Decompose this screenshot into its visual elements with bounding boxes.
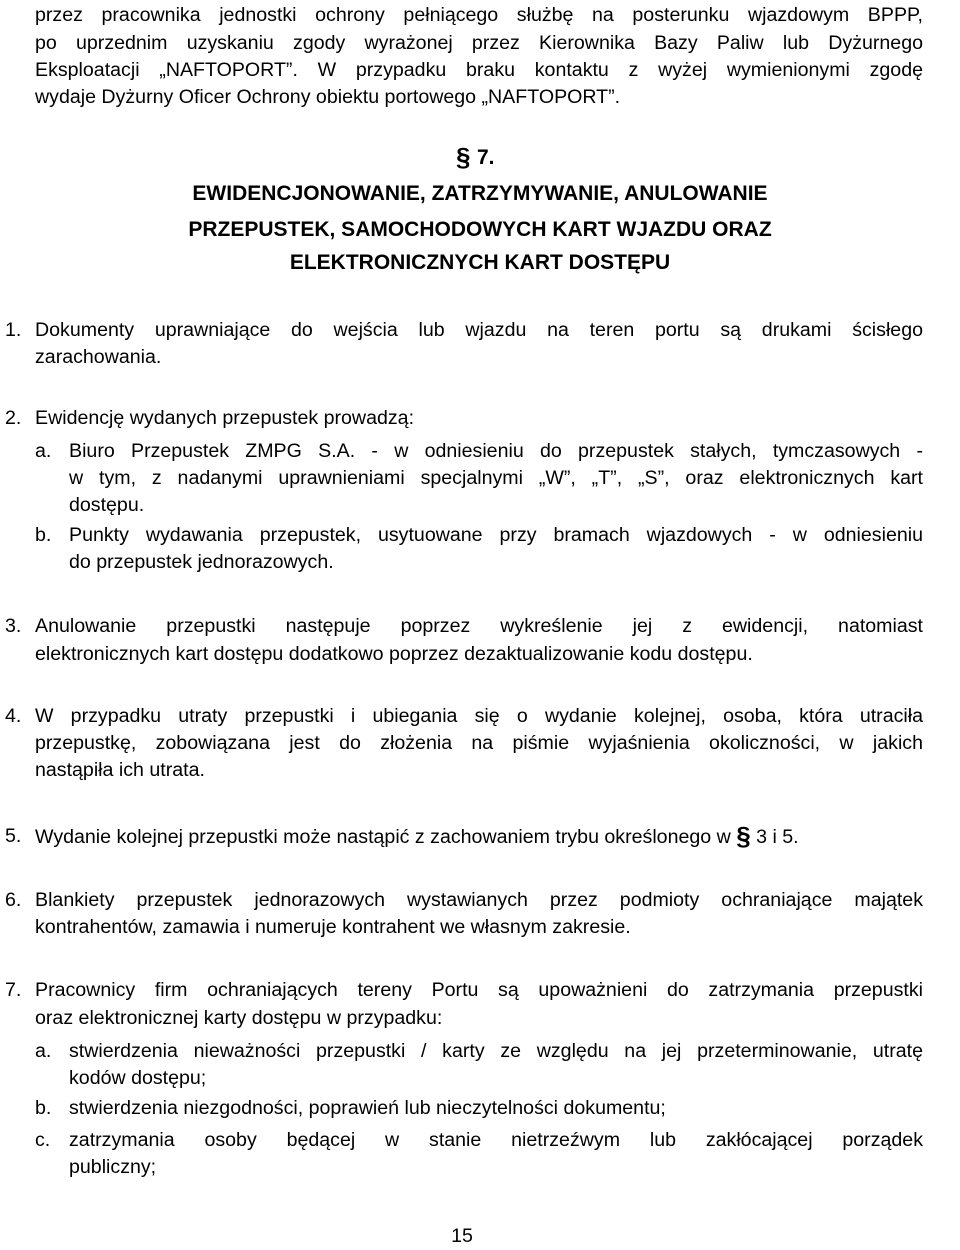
item-7a-marker: a. — [35, 1040, 52, 1062]
item-4-number: 4. — [5, 705, 22, 727]
item-3-number: 3. — [5, 615, 22, 637]
item-7-line-1: Pracownicy firm ochraniających tereny Portu są upoważnieni do zatrzymania przepustki — [35, 979, 923, 1001]
section-heading-line-1: EWIDENCJONOWANIE, ZATRZYMYWANIE, ANULOWANIE — [192, 182, 768, 205]
intro-line-3: Eksploatacji „NAFTOPORT”. W przypadku braku kontaktu z wyżej wymienionymi zgodę — [35, 59, 923, 81]
item-1-number: 1. — [5, 319, 22, 341]
item-6-line-1: Blankiety przepustek jednorazowych wystawianych przez podmioty ochraniające majątek — [35, 889, 923, 911]
section-heading-line-3: ELEKTRONICZNYCH KART DOSTĘPU — [289, 251, 671, 274]
item-6-line-2: kontrahentów, zamawia i numeruje kontrahent we własnym zakresie. — [35, 916, 631, 938]
item-7b-marker: b. — [35, 1097, 52, 1119]
page-number: 15 — [451, 1225, 473, 1247]
item-7-number: 7. — [5, 979, 22, 1001]
intro-line-1: przez pracownika jednostki ochrony pełniącego służbę na posterunku wjazdowym BPPP, — [35, 4, 923, 26]
item-5-reference: 3 i 5. — [750, 826, 799, 848]
item-2b-line-1: Punkty wydawania przepustek, usytuowane przy bramach wjazdowych - w odniesieniu — [69, 524, 923, 546]
item-2b-marker: b. — [35, 524, 52, 546]
item-5-section-sign: § — [736, 821, 751, 851]
item-4-line-3: nastąpiła ich utrata. — [35, 759, 205, 781]
item-5-line-1 — [35, 822, 799, 851]
item-6-number: 6. — [5, 889, 22, 911]
item-2a-marker: a. — [35, 440, 52, 462]
item-2b-line-2: do przepustek jednorazowych. — [69, 551, 334, 573]
item-2a-line-3: dostępu. — [69, 494, 145, 516]
intro-line-2: po uprzednim uzyskaniu zgody wyrażonej przez Kierownika Bazy Paliw lub Dyżurnego — [35, 32, 923, 54]
section-number: 7. — [477, 146, 495, 169]
item-2-line-1: Ewidencję wydanych przepustek prowadzą: — [35, 407, 415, 429]
item-1-line-1: Dokumenty uprawniające do wejścia lub wjazdu na teren portu są drukami ścisłego — [35, 319, 923, 341]
item-2a-line-2: w tym, z nadanymi uprawnieniami specjalnymi „W”, „T”, „S”, oraz elektronicznych kart — [69, 467, 923, 489]
section-heading-line-2: PRZEPUSTEK, SAMOCHODOWYCH KART WJAZDU ORAZ — [188, 218, 772, 241]
item-7-line-2: oraz elektronicznej karty dostępu w przypadku: — [35, 1007, 443, 1029]
item-4-line-2: przepustkę, zobowiązana jest do złożenia na piśmie wyjaśnienia okoliczności, w jakich — [35, 732, 923, 754]
item-7c-line-2: publiczny; — [69, 1156, 157, 1178]
item-5-text: Wydanie kolejnej przepustki może nastąpić z zachowaniem trybu określonego w — [35, 826, 737, 848]
item-7a-line-1: stwierdzenia nieważności przepustki / karty ze względu na jej przeterminowanie, utratę — [69, 1040, 923, 1062]
item-7a-line-2: kodów dostępu; — [69, 1067, 207, 1089]
item-3-line-2: elektronicznych kart dostępu dodatkowo poprzez dezaktualizowanie kodu dostępu. — [35, 643, 753, 665]
item-7c-line-1: zatrzymania osoby będącej w stanie nietrzeźwym lub zakłócającej porządek — [69, 1129, 923, 1151]
item-3-line-1: Anulowanie przepustki następuje poprzez wykreślenie jej z ewidencji, natomiast — [35, 615, 923, 637]
section-sign: § — [456, 142, 471, 172]
item-1-line-2: zarachowania. — [35, 346, 162, 368]
item-7c-marker: c. — [35, 1129, 51, 1151]
intro-line-4: wydaje Dyżurny Oficer Ochrony obiektu portowego „NAFTOPORT”. — [35, 86, 621, 108]
item-5-number: 5. — [5, 825, 22, 847]
item-4-line-1: W przypadku utraty przepustki i ubiegania się o wydanie kolejnej, osoba, która utraciła — [35, 705, 923, 727]
item-2-number: 2. — [5, 407, 22, 429]
item-7b-line-1: stwierdzenia niezgodności, poprawień lub nieczytelności dokumentu; — [69, 1097, 666, 1119]
item-2a-line-1: Biuro Przepustek ZMPG S.A. - w odniesieniu do przepustek stałych, tymczasowych - — [69, 440, 923, 462]
